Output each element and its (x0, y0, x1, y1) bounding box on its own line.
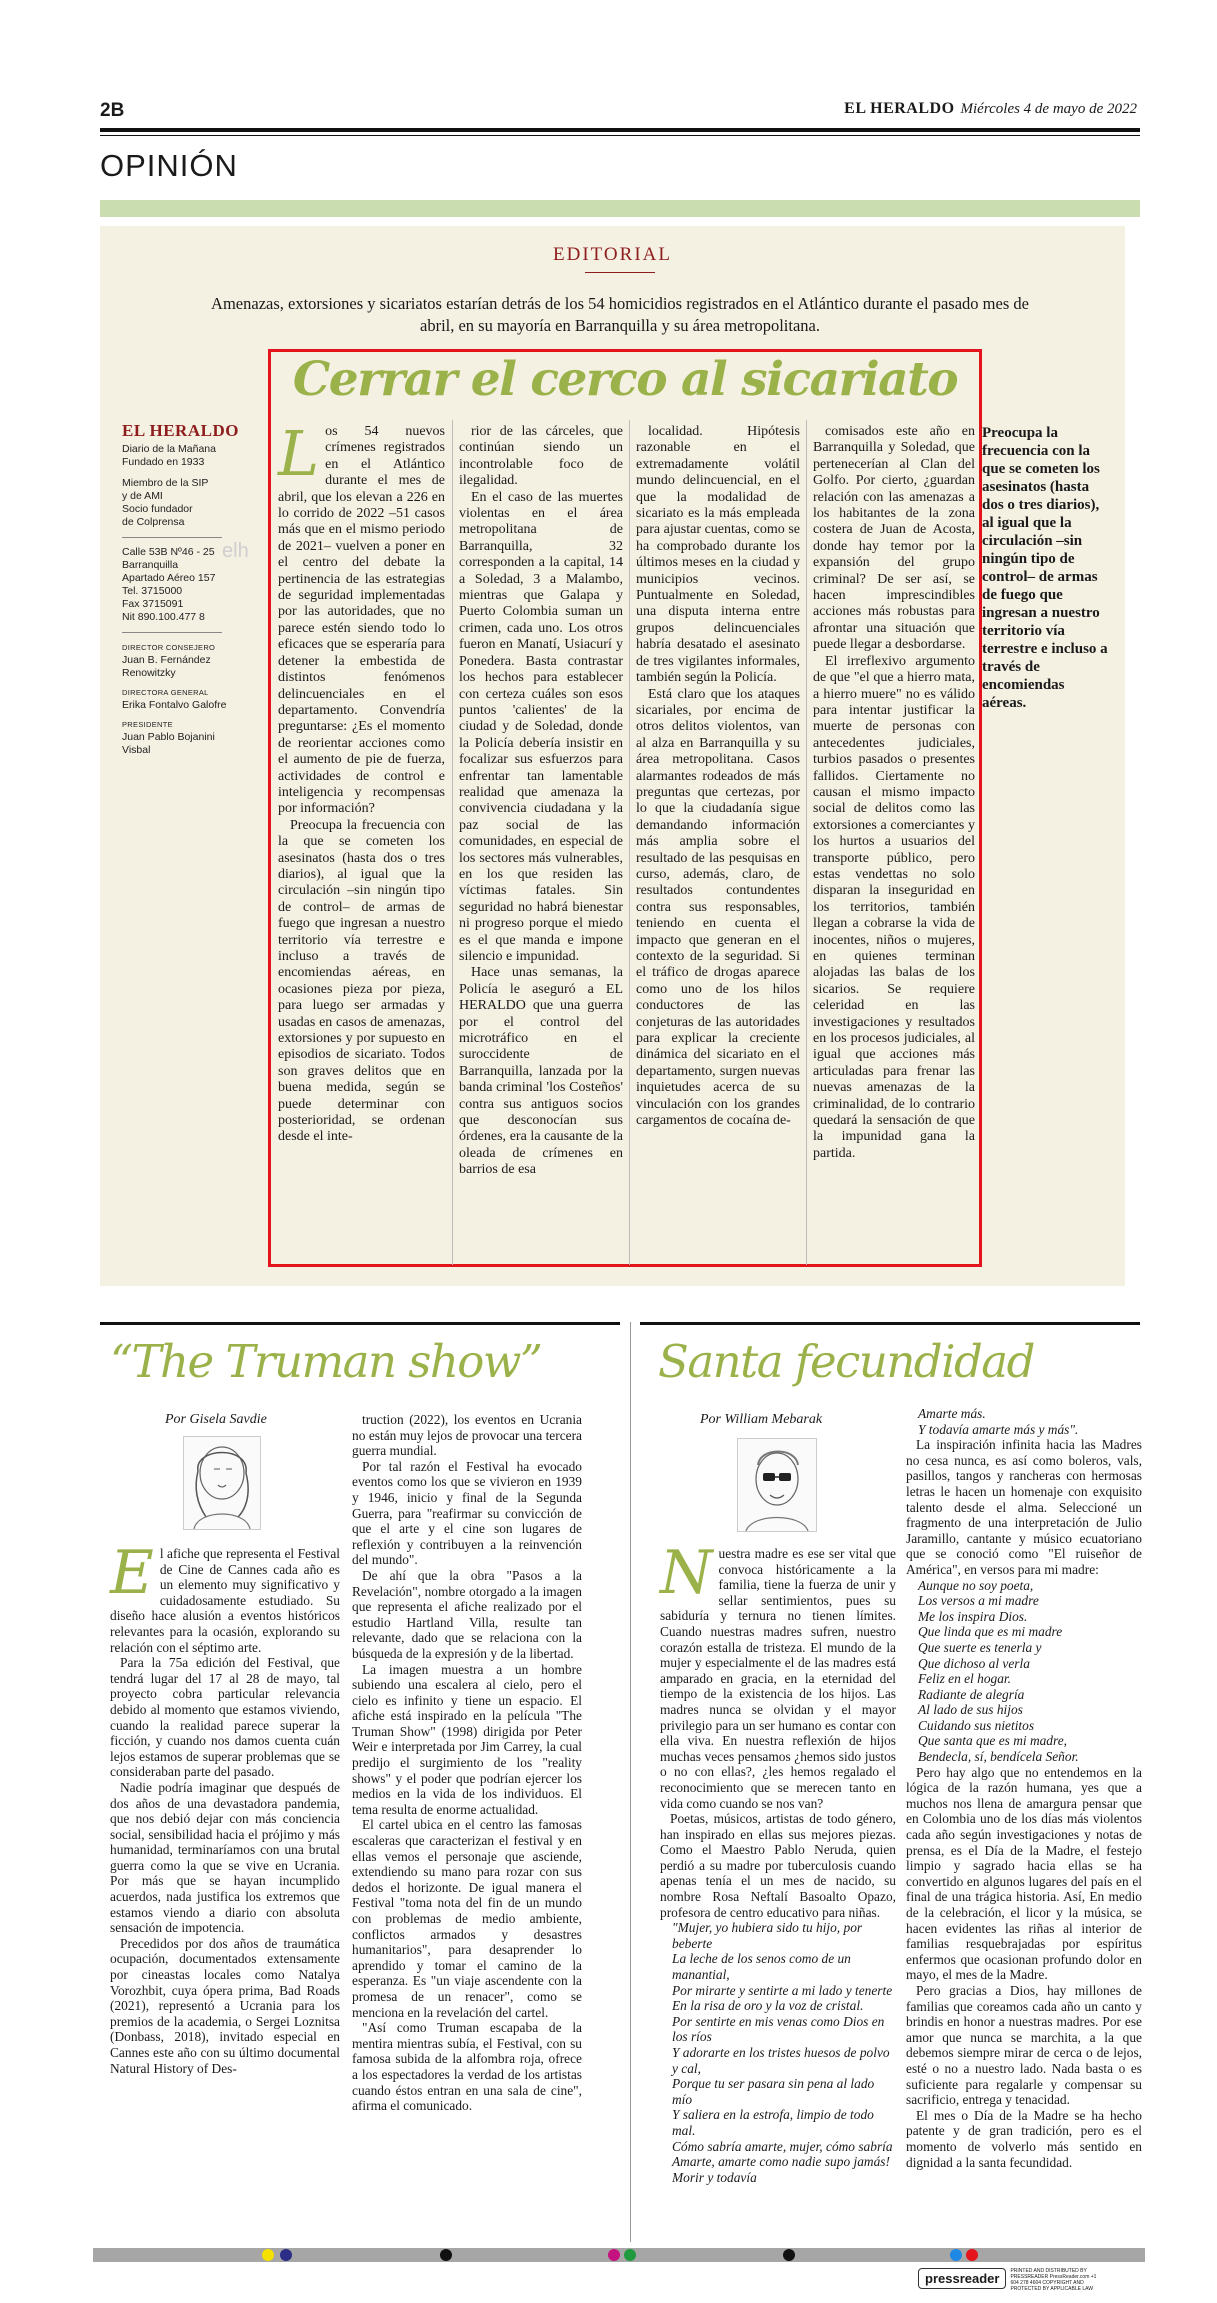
verse-line: Amarte más. (918, 1406, 986, 1421)
verse-line: Radiante de alegría (918, 1686, 1025, 1702)
santa-column-2 (906, 1406, 1142, 2170)
editorial-headline: Cerrar el cerco al sicariato (292, 352, 958, 407)
paragraph: Precedidos por dos años de traumática ocupación, documentados extensamente por cineastas locales como Natalya Vorozhbit, cuya ópera prima, Bad Roads (2021), representó a Ucrania para los premios de la academia, o Sergei Loznitsa (Donbass, 2018), invitado especial en Cannes este año con su último documental Natural History of Des- (110, 1935, 340, 2076)
santa-headline: Santa fecundidad (658, 1335, 1034, 1388)
verse-line: Que suerte es tenerla y (918, 1639, 1042, 1655)
verse-line: Que dichoso al verla (918, 1655, 1030, 1671)
santa-column-2-text (906, 1437, 1142, 1577)
verse-line: Aunque no soy poeta, (918, 1577, 1034, 1593)
paragraph: "Así como Truman escapaba de la mentira mientras subía, el Festival, con su famosa subida de la alfombra roja, ofrece a los espectadores la verdad de los artistas cuando éstos entran en una sala de cine", afirma el comunicado. (352, 2020, 582, 2114)
editorial-column-3 (636, 424, 800, 1129)
editorial-dropcap: L (278, 417, 320, 490)
editorial-label-rule (585, 272, 655, 273)
editorial-column-4 (813, 424, 975, 1162)
paragraph: Preocupa la frecuencia con la que se cometen los asesinatos (hasta dos o tres diarios), al igual que la circulación –sin ningún tipo de control– de armas de fuego que ingresan a nuestro territorio vía terrestre e incluso a través de encomiendas aéreas, en ocasiones pieza por pieza, para luego ser armadas y usadas en casos de amenazas, extorsiones y por supuesto en episodios de sicariato. Todos son graves delitos que en buena medida, según se puede determinar con posterioridad, se ordenan desde el inte- (278, 817, 445, 1145)
director-label: DIRECTOR CONSEJERO (122, 643, 216, 652)
masthead-sidebar (122, 421, 262, 757)
registration-dot (950, 2249, 962, 2261)
presidente-label: PRESIDENTE (122, 720, 173, 729)
truman-headline: “The Truman show” (110, 1335, 542, 1388)
verse-line: Los versos a mi madre (918, 1593, 1039, 1609)
truman-column-1-text (110, 1538, 340, 2076)
section-band (100, 200, 1140, 217)
paragraph: Pero gracias a Dios, hay millones de familias que coreamos cada año un canto y brindis en honor a nuestras madres. Por ese amor que nunca se marchita, a la que debemos siempre mirar de cerca o de lejos, esté o no a nuestro lado. Nada basta o es suficiente para regalarle y compensar su sacrificio, entrega y tenacidad. (906, 1982, 1142, 2108)
pull-quote: Preocupa la frecuencia con la que se cometen los asesinatos (hasta dos o tres diarios), al igual que la circulación –sin ningún tipo de control– de armas de fuego que ingresan a nuestro territorio vía terrestre e incluso a través de encomiendas aéreas. (982, 425, 1108, 711)
paragraph: Para la 75a edición del Festival, que tendrá lugar del 17 al 28 de mayo, tal proyecto cobra particular relevancia debido al momento que estamos viviendo, cuando la realidad parece superar la ficción, y cuando nos damos cuenta cuán lejos estamos de superar problemas que se consideraban parte del pasado. (110, 1655, 340, 1780)
paragraph: Pero hay algo que no entendemos en la lógica de la razón humana, yes que a muchos nos llena de amargura pensar que en Colombia uno de los días más violentos cada año según investigaciones y notas de prensa, es el Día de la Madre, el festejo limpio y sagrado hacia ellas se ha convertido en algunos lugares del país en el final de una trágica historia. Así, En medio de la celebración, el licor y la música, se hacen evidentes las riñas al interior de familias resquebrajadas por espíritus enfermos que ocasionan profundo dolor en mayo, el mes de la Madre. (906, 1764, 1142, 1983)
truman-column-2-text (352, 1412, 582, 2114)
paragraph: Por tal razón el Festival ha evocado eventos como los que se vivieron en 1939 y 1946, inicio y final de la Segunda Guerra, para "reafirmar su convicción de que el arte y el cine son lugares de reflexión y contribuyen a la reinvención del mundo". (352, 1458, 582, 1568)
paragraph: El mes o Día de la Madre se ha hecho patente y de gran tradición, pero es el momento de volverlo más sentido en dignidad a la santa fecundidad. (906, 2107, 1142, 2170)
registration-dot (280, 2249, 292, 2261)
santa-poem-jaramillo (906, 1578, 1142, 1765)
registration-dot (262, 2249, 274, 2261)
verse-line: Por mirarte y sentirte a mi lado y tenerte (672, 1982, 893, 1998)
section-title: OPINIÓN (100, 148, 238, 183)
registration-dot (966, 2249, 978, 2261)
santa-poem-neruda (660, 1920, 896, 2185)
santa-column-2b-text (906, 1765, 1142, 2170)
verse-line: Porque tu ser pasara sin pena al lado mío (672, 2076, 875, 2107)
paragraph: Está claro que los ataques sicariales, por encima de otros delitos violentos, van al alza en Barranquilla y su área metropolitana. Casos alarmantes rodeados de más preguntas que certezas, por lo que la ciudadanía sigue demandando información más amplia sobre el resultado de las pesquisas en curso, además, claro, de resultados contundentes contra sus responsables, teniendo en cuenta el impacto que generan en el contexto de la seguridad. Si el tráfico de drogas aparece como uno de los hilos conductores de las conjeturas de las autoridades para explicar la creciente dinámica del sicariato en el departamento, surgen nuevas inquietudes acerca de su vinculación con los grandes cargamentos de cocaína de- (636, 686, 800, 1129)
registration-dot (440, 2249, 452, 2261)
director-name: Juan B. Fernández Renowitzky (122, 654, 211, 679)
truman-portrait (183, 1436, 261, 1530)
verse-line: Que linda que es mi madre (918, 1624, 1063, 1640)
verse-line: Y todavía amarte más y más". (918, 1421, 1079, 1437)
truman-column-1 (110, 1538, 340, 2076)
sidebar-founding: Diario de la Mañana Fundado en 1933 (122, 443, 216, 468)
paragraph: El cartel ubica en el centro las famosas escaleras que caracterizan el festival y en ellas vemos el personaje que asciende, extendiendo su mano para rozar con sus dedos el horizonte. De igual manera el Festival "toma nota del fin de un mundo con problemas de medio ambiente, conflictos armados y desastres humanitarios", para desaprender lo aprendido y tomar el camino de la esperanza. Es "un viaje ascendente con la promesa de un renacer", como se menciona en la revelación del cartel. (352, 1817, 582, 2020)
verse-line: La leche de los senos como de un manantial, (672, 1951, 851, 1983)
column-rule (100, 1322, 620, 1325)
registration-dot (624, 2249, 636, 2261)
sidebar-memberships: Miembro de la SIP y de AMI Socio fundador de Colprensa (122, 477, 209, 528)
verse-line: Por sentirte en mis venas como Dios en los ríos (672, 2013, 885, 2045)
pressreader-badge[interactable] (918, 2268, 1138, 2292)
paragraph: Nadie podría imaginar que después de dos años de una devastadora pandemia, que nos debió dejar con más conciencia social, sensibilidad hacia el prójimo y más humanidad, terminaríamos con una brutal guerra como la que se vive en Ucrania. Por más que se hayan incumplido acuerdos, nada justifica los extremos que estamos viendo a diario con absoluta sensación de impotencia. (110, 1779, 340, 1936)
santa-poem-neruda-end (906, 1406, 1142, 1437)
registration-dot (608, 2249, 620, 2261)
column-separator (452, 420, 453, 1265)
paragraph: De ahí que la obra "Pasos a la Revelación", nombre otorgado a la imagen que representa el afiche realizado por el estudio Hartland Villa, resulte tan relevante, dado que se relaciona con la búsqueda de la expresión y de la libertad. (352, 1567, 582, 1661)
paragraph: rior de las cárceles, que continúan siendo un incontrolable foco de ilegalidad. (459, 424, 623, 489)
paragraph: localidad. Hipótesis razonable en el extremadamente volátil mundo delincuencial, en el que la modalidad de sicariato es la más empleada para ajustar cuentas, como se ha comprobado durante los últimos meses en la ciudad y municipios vecinos. Puntualmente en Soledad, una disputa interna entre grupos delincuenciales habría desatado el asesinato de tres vigilantes informales, también según la Policía. (636, 424, 800, 686)
truman-byline: Por Gisela Savdie (165, 1412, 267, 1427)
santa-column-1 (660, 1538, 896, 2185)
column-separator (629, 420, 630, 1265)
paragraph: os 54 nuevos crímenes registrados en el Atlántico durante el mes de abril, que los elevan a 226 en lo corrido de 2022 –51 casos más que en el mismo periodo de 2021– vuelven a poner en el centro del debate la pertinencia de las estrategias de seguridad implementadas por las autoridades, que no parece estén siendo todo lo eficaces que se esperaría para detener la embestida de distintos fenómenos delincuenciales en el departamento. Convendría preguntarse: ¿Es el momento de reorientar acciones como el aumento de pie de fuerza, actividades de control e inteligencia y recompensas por información? (278, 424, 445, 817)
santa-portrait (737, 1438, 817, 1532)
paragraph: Hace unas semanas, la Policía le aseguró a EL HERALDO que una guerra por el control del microtráfico en el suroccidente de Barranquilla, lanzada por la banda criminal 'los Costeños' contra sus antiguos socios que desconocían sus órdenes, era la causante de la oleada de crímenes en barrios de esa (459, 965, 623, 1178)
santa-byline: Por William Mebarak (700, 1412, 823, 1427)
truman-column-2 (352, 1412, 582, 2114)
paragraph: comisados este año en Barranquilla y Soledad, que pertenecerían al Clan del Golfo. Por cierto, ¿guardan relación con las amenazas a los habitantes de la zona costera de Juan de Acosta, donde hay temor por la expansión del grupo criminal? De ser así, se hacen imprescindibles acciones más robustas para afrontar una situación que puede llegar a desbordarse. (813, 424, 975, 653)
sidebar-rule (122, 537, 222, 538)
column-separator (806, 420, 807, 1265)
editorial-label: EDITORIAL (553, 244, 672, 265)
page-number: 2B (100, 100, 125, 121)
santa-dropcap: N (660, 1538, 713, 1608)
paragraph: l afiche que representa el Festival de Cine de Cannes cada año es un elemento muy significativo y cuidadosamente estudiado. Su diseño hace alusión a eventos históricos relevantes para la ocasión, explorando su relación con el séptimo arte. (110, 1546, 340, 1655)
registration-dot (783, 2249, 795, 2261)
editorial-column-2-text (459, 424, 623, 1179)
paragraph: Poetas, músicos, artistas de todo género, han inspirado en ellas sus mejores piezas. Como el Maestro Pablo Neruda, quien perdió a su madre por tuberculosis cuando apenas tenía el un mes de nacido, su nombre Rosa Neftalí Basoalto Opazo, profesora de centro educativo para niñas. (660, 1811, 896, 1920)
author-portrait-icon (738, 1439, 816, 1531)
verse-line: Cuidando sus nietitos (918, 1717, 1035, 1733)
column-divider (630, 1322, 631, 2242)
editorial-column-1 (278, 417, 445, 1146)
gerente-label: DIRECTORA GENERAL (122, 688, 209, 697)
masthead (844, 100, 1137, 118)
paragraph: La inspiración infinita hacia las Madres no cesa nunca, es así como boleros, vals, pasillos, tangos y rancheras con hermosas letras le hacen un homenaje con exquisito talento desde el alma. Seleccioné un fragmento de una interpretación de Julio Jaramillo, cantante y músico ecuatoriano que se conoció como "El ruiseñor de América", en versos para mi madre: (906, 1437, 1142, 1577)
verse-line: Morir y todavía (672, 2169, 757, 2185)
header-rule (100, 128, 1140, 132)
presidente-name: Juan Pablo Bojanini Visbal (122, 731, 215, 756)
paragraph: El irreflexivo argumento de que "el que a hierro mata, a hierro muere" no es válido para intentar justificar la muerte de personas con antecedentes judiciales, turbios pasados o presentes fallidos. Ciertamente no causan el mismo impacto social de delitos como las extorsiones a comerciantes y los hurtos a usuarios del transporte público, pero estas vendettas no solo disparan la inseguridad en los territorios, también llegan a cobrarse la vida de inocentes, niños o mujeres, en quienes terminan alojadas las balas de los sicarios. Se requiere celeridad en las investigaciones y resultados en los procesos judiciales, al igual que acciones más articuladas para frenar las nuevas amenazas de la criminalidad, de lo contrario quedará la sensación de que la impunidad gana la partida. (813, 653, 975, 1161)
column-rule (640, 1322, 1140, 1325)
truman-dropcap: E (110, 1538, 154, 1608)
verse-line: "Mujer, yo hubiera sido tu hijo, por beberte (672, 1920, 863, 1951)
verse-line: Feliz en el hogar. (918, 1671, 1011, 1687)
paragraph: truction (2022), los eventos en Ucrania no están muy lejos de provocar una tercera guerra mundial. (352, 1412, 582, 1459)
watermark: elh (222, 540, 249, 562)
verse-line: Y saliera en la estrofa, limpio de todo mal. (672, 2107, 874, 2138)
pressreader-logo: pressreader (918, 2268, 1006, 2289)
paragraph: La imagen muestra a un hombre subiendo una escalera al cielo, pero el cielo es infinito y tiene un espacio. El afiche está inspirado en la película "The Truman Show" (1998) dirigida por Peter Weir e interpretada por Jim Carrey, la cual predijo el surgimiento de los "reality shows" y el poder que podrían ejercer los medios en la vida de los individuos. El tema resulta de enorme actualidad. (352, 1661, 582, 1817)
gerente-name: Erika Fontalvo Galofre (122, 699, 227, 711)
header-rule-thin (100, 135, 1140, 136)
verse-line: Bendecla, sí, bendícela Señor. (918, 1749, 1079, 1765)
editorial-column-1-text (278, 417, 445, 1146)
editorial-column-4-text (813, 424, 975, 1162)
verse-line: Al lado de sus hijos (918, 1702, 1023, 1718)
verse-line: Y adorarte en los tristes huesos de polvo y cal, (672, 2045, 890, 2076)
paper-name: EL HERALDO (844, 100, 955, 117)
verse-line: Amarte, amarte como nadie supo jamás! (672, 2154, 890, 2170)
verse-line: Me los inspira Dios. (918, 1608, 1028, 1624)
verse-line: Cómo sabría amarte, mujer, cómo sabría (672, 2138, 893, 2154)
publication-date: Miércoles 4 de mayo de 2022 (960, 101, 1137, 117)
sidebar-rule (122, 632, 222, 633)
sidebar-address: Calle 53B Nº46 - 25 Barranquilla Apartado Aéreo 157 Tel. 3715000 Fax 3715091 Nit 890.100.477 8 (122, 546, 216, 623)
paragraph: En el caso de las muertes violentas en el área metropolitana de Barranquilla, 32 corresponden a la capital, 14 a Soledad, 3 a Malambo, mientras que Galapa y Puerto Colombia suman un crimen, cada uno. Los otros fueron en Manatí, Usiacurí y Ponedera. Basta contrastar los hechos para establecer con certeza cuáles son esos puntos 'calientes' de la ciudad y de Soledad, donde la Policía debería insistir en focalizar sus esfuerzos para enfrentar tan lamentable realidad que amenaza la convivencia ciudadana y la paz social de las comunidades, en especial de los sectores más vulnerables, en los que residen las víctimas fatales. Sin seguridad no habrá bienestar ni progreso porque el miedo es el que manda e impone silencio e impunidad. (459, 489, 623, 964)
author-portrait-icon (184, 1437, 260, 1529)
editorial-column-3-text (636, 424, 800, 1129)
editorial-summary: Amenazas, extorsiones y sicariatos estarían detrás de los 54 homicidios registrados en el Atlántico durante el pasado mes de abril, en su mayoría en Barranquilla y su área metropolitana. (211, 294, 1029, 335)
paragraph: uestra madre es ese ser vital que convoca históricamente a la familia, tiene la fuerza de unir y sellar sentimientos, pues su sabiduría y ternura no tienen límites. Cuando nuestras madres sufren, nuestro corazón estalla de tristeza. El mundo de la mujer y especialmente el de las madres está amparado en gracia, en la eternidad del tiempo de la existencia de los hijos. Las madres nunca se olvidan y el mayor privilegio para un ser humano es contar con ella viva. En nuestra reflexión de hijos muchas veces pensamos ¿hemos sido justos o no con ellas?, ¿les hemos regalado el reconocimiento que se merecen tanto en vida como cuando se nos van? (660, 1546, 896, 1811)
pressreader-fine-print: PRINTED AND DISTRIBUTED BY PRESSREADER PressReader.com +1 604 278 4604 COPYRIGHT AND PROTECTED BY APPLICABLE LAW (1010, 2268, 1097, 2292)
verse-line: En la risa de oro y la voz de cristal. (672, 1998, 864, 2014)
sidebar-brand: EL HERALDO (122, 421, 239, 440)
editorial-column-2 (459, 424, 623, 1179)
verse-line: Que santa que es mi madre, (918, 1733, 1068, 1749)
